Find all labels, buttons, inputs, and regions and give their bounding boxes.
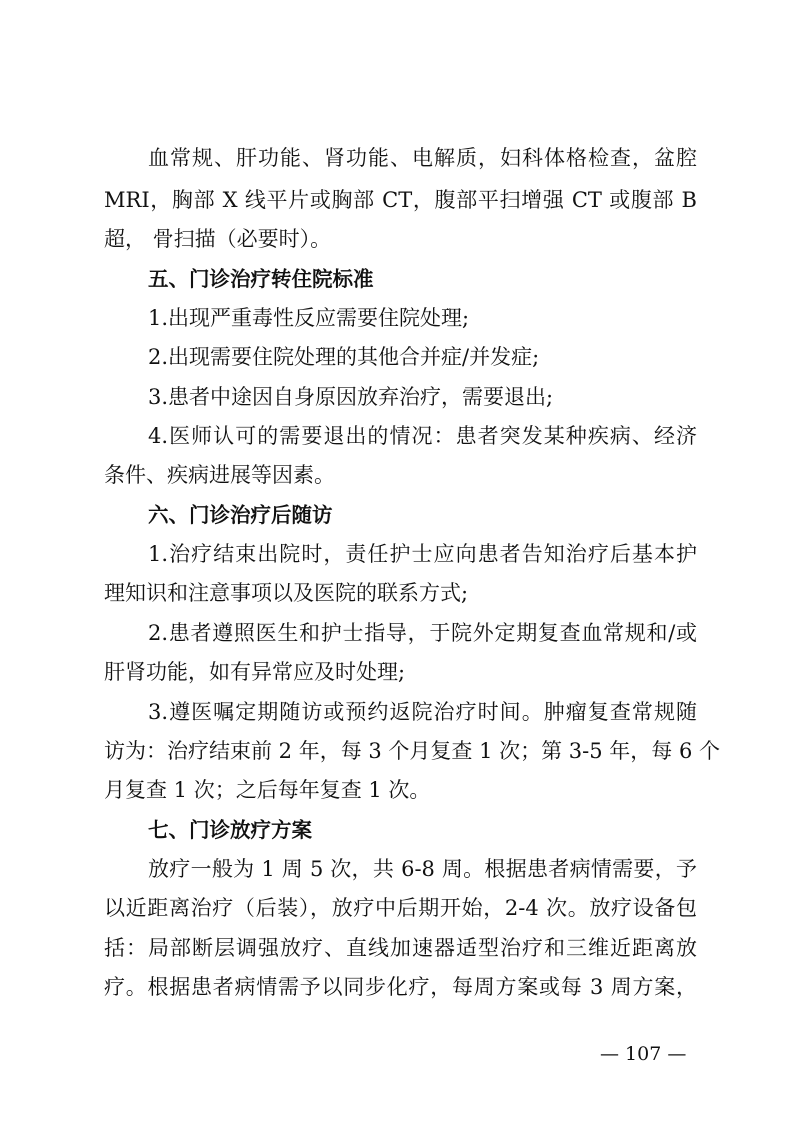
text-line [0, 931, 793, 965]
text-line [0, 970, 793, 1004]
section-heading-text: 七、门诊放疗方案 [148, 818, 312, 842]
text-line-content: 3.患者中途因自身原因放弃治疗，需要退出; [148, 385, 554, 409]
text-line-content: 肝肾功能，如有异常应及时处理; [104, 660, 406, 684]
text-line-content: 月复查 1 次；之后每年复查 1 次。 [104, 778, 431, 802]
page-number: — 107 — [600, 1043, 687, 1065]
text-line [0, 141, 793, 175]
text-line-content: MRI，胸部 X 线平片或胸部 CT，腹部平扫增强 CT 或腹部 B [104, 188, 697, 212]
text-line [0, 734, 793, 768]
text-line [0, 576, 793, 610]
text-line [0, 695, 793, 729]
section-heading [0, 498, 793, 532]
text-line-content: 3.遵医嘱定期随访或预约返院治疗时间。肿瘤复查常规随 [148, 700, 697, 724]
text-line-content: 2.患者遵照医生和护士指导，于院外定期复查血常规和/或 [148, 621, 697, 645]
text-line [0, 655, 793, 689]
text-line-content: 访为：治疗结束前 2 年，每 3 个月复查 1 次；第 3-5 年，每 6 个 [104, 739, 721, 763]
text-line-content: 血常规、肝功能、肾功能、电解质，妇科体格检查，盆腔 [148, 146, 697, 170]
text-line [0, 340, 793, 374]
text-line-content: 放疗一般为 1 周 5 次，共 6-8 周。根据患者病情需要，予 [148, 857, 697, 881]
text-line [0, 419, 793, 453]
text-line [0, 852, 793, 886]
text-line [0, 537, 793, 571]
text-line-content: 2.出现需要住院处理的其他合并症/并发症; [148, 345, 540, 369]
text-line-content: 超， 骨扫描（必要时）。 [104, 227, 332, 251]
text-line [0, 183, 793, 217]
section-heading [0, 262, 793, 296]
text-line-content: 条件、疾病进展等因素。 [104, 463, 335, 487]
section-heading-text: 六、门诊治疗后随访 [148, 503, 333, 527]
text-line-content: 疗。根据患者病情需予以同步化疗，每周方案或每 3 周方案， [104, 975, 697, 999]
text-line [0, 222, 793, 256]
text-line-content: 4.医师认可的需要退出的情况：患者突发某种疾病、经济 [148, 424, 697, 448]
text-line [0, 891, 793, 925]
section-heading-text: 五、门诊治疗转住院标准 [148, 267, 374, 291]
text-line-content: 1.治疗结束出院时，责任护士应向患者告知治疗后基本护 [148, 542, 697, 566]
text-line-content: 1.出现严重毒性反应需要住院处理; [148, 306, 470, 330]
text-line [0, 773, 793, 807]
text-line [0, 458, 793, 492]
section-heading [0, 813, 793, 847]
text-line [0, 380, 793, 414]
text-line-content: 理知识和注意事项以及医院的联系方式; [104, 581, 469, 605]
text-line [0, 616, 793, 650]
text-line-content: 括：局部断层调强放疗、直线加速器适型治疗和三维近距离放 [104, 936, 697, 960]
text-line-content: 以近距离治疗（后装），放疗中后期开始，2-4 次。放疗设备包 [104, 896, 697, 920]
text-line [0, 301, 793, 335]
